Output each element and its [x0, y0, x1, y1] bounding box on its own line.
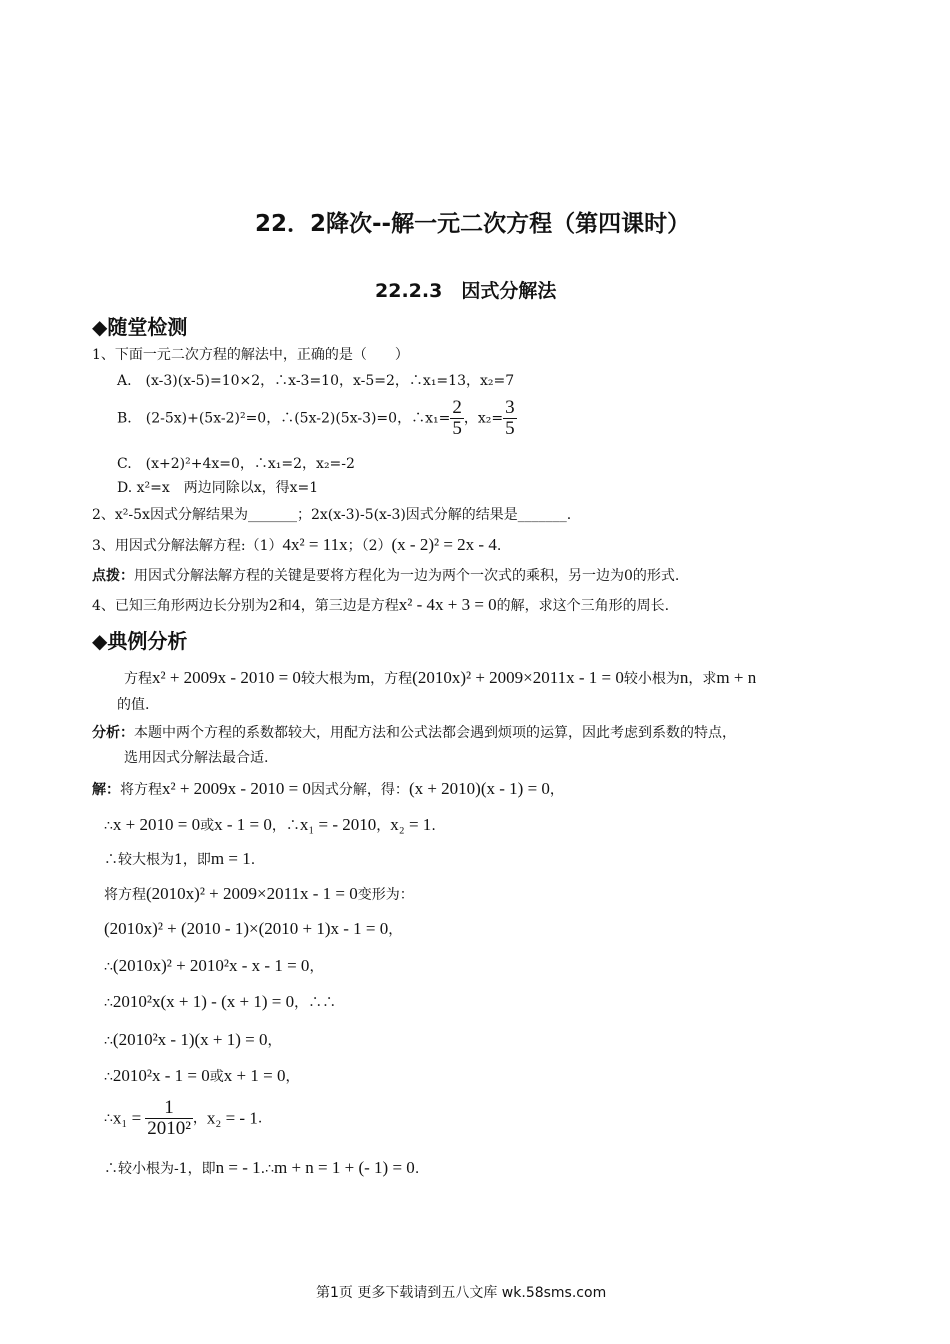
solution-text: ， [549, 782, 564, 798]
page-footer: 第1页 更多下载请到五八文库 wk.58sms.com [316, 1285, 607, 1301]
solution-text: ， [192, 1110, 207, 1127]
example-problem-end: 的值. [117, 697, 150, 713]
question-3-text: 3、用因式分解法解方程:（1） [92, 538, 283, 554]
option-b-mid: ，x₂= [463, 410, 504, 427]
example-equation-1: x² + 2009x - 2010 = 0 [152, 668, 301, 687]
question-4-equation: x² - 4x + 3 = 0 [398, 595, 497, 614]
solution-label: 解： [92, 782, 120, 798]
analysis [92, 723, 736, 743]
question-3-equation-1: 4x² = 11x [282, 535, 348, 554]
solution-step-4 [104, 883, 414, 905]
solution-root-1: x₁ = - 2010 [299, 815, 377, 834]
solution-root-2: x₂ = 1 [390, 815, 432, 834]
solution-step-6 [104, 955, 323, 977]
solution-text: ，∴ [271, 818, 300, 834]
solution-equation: n = - 1 [215, 1158, 261, 1177]
example-text: ，方程 [370, 671, 413, 687]
solution-text: 或 [209, 1069, 224, 1085]
solution-equation: m + n = 1 + (- 1) = 0 [274, 1158, 415, 1177]
solution-equation: x² + 2009x - 2010 = 0 [162, 779, 311, 798]
solution-step-5 [104, 918, 402, 940]
example-text: 较大根为 [300, 671, 357, 687]
solution-step-10 [104, 1098, 262, 1139]
solution-step-1 [92, 778, 564, 800]
solution-text: . [414, 1161, 420, 1177]
solution-text: ∴较大根为1，即 [104, 852, 211, 868]
solution-text: . [431, 818, 436, 834]
question-1: 1、下面一元二次方程的解法中，正确的是（ ） [92, 347, 409, 363]
solution-equation: (2010x)² + (2010 - 1)×(2010 + 1)x - 1 = 0 [104, 919, 389, 938]
solution-equation: (2010x)² + 2009×2011x - 1 = 0 [146, 884, 358, 903]
analysis-text: 本题中两个方程的系数都较大，用配方法和公式法都会遇到烦项的运算，因此考虑到系数的特点， [134, 725, 736, 741]
solution-step-11 [104, 1157, 419, 1179]
question-3 [92, 534, 501, 556]
solution-text: ∴ [104, 1069, 113, 1085]
option-b [117, 398, 517, 439]
solution-text: ， [267, 1033, 282, 1049]
option-b-fraction-2 [503, 398, 517, 439]
question-3-end: . [496, 538, 502, 554]
solution-equation: (x + 2010)(x - 1) = 0 [408, 779, 550, 798]
section-heading-examples: ◆典例分析 [92, 629, 188, 653]
solution-text: .∴ [260, 1161, 274, 1177]
solution-equation: (2010x)² + 2010²x - x - 1 = 0 [112, 956, 310, 975]
question-4-text: 4、已知三角形两边长分别为2和4，第三边是方程 [92, 598, 399, 614]
solution-step-7 [104, 991, 336, 1013]
page-title: 22．2降次--解一元二次方程（第四课时） [255, 211, 691, 237]
page-subtitle: 22.2.3 因式分解法 [375, 280, 557, 302]
example-equation-2: (2010x)² + 2009×2011x - 1 = 0 [412, 668, 624, 687]
solution-text: 因式分解，得： [310, 782, 409, 798]
solution-equation: x - 1 = 0 [214, 815, 272, 834]
solution-text: 变形为： [357, 887, 414, 903]
solution-text: ， [388, 922, 403, 938]
section-heading-practice: ◆随堂检测 [92, 315, 188, 339]
solution-text: 将方程 [104, 887, 146, 903]
example-problem [124, 667, 756, 689]
solution-equation: x + 2010 = 0 [112, 815, 201, 834]
question-4 [92, 594, 669, 616]
solution-text: ∴较小根为-1，即 [104, 1161, 216, 1177]
example-text: 较小根为 [623, 671, 680, 687]
solution-root-2: x₂ = - 1 [206, 1108, 258, 1128]
solution-fraction [145, 1098, 193, 1139]
question-2: 2、x²-5x因式分解结果为_______；2x(x-3)-5(x-3)因式分解的结果是_______. [92, 507, 572, 523]
solution-text: ∴ [104, 995, 113, 1011]
solution-equation: (2010²x - 1)(x + 1) = 0 [112, 1030, 268, 1049]
example-sum: m + n [716, 668, 757, 687]
solution-text: ∴ [104, 1033, 113, 1049]
example-var-n: n [679, 668, 689, 687]
solution-text: ∴ [104, 959, 113, 975]
fraction-denominator: 5 [452, 418, 462, 439]
solution-text: ，∴∴ [294, 995, 337, 1011]
option-b-text: B. (2-5x)+(5x-2)²=0，∴(5x-2)(5x-3)=0，∴x₁= [117, 410, 451, 427]
solution-text: 将方程 [120, 782, 162, 798]
solution-equation: m = 1 [210, 849, 251, 868]
analysis-line-2: 选用因式分解法最合适. [124, 750, 269, 766]
analysis-label: 分析： [92, 725, 134, 741]
solution-text: ， [309, 959, 324, 975]
hint-text: 用因式分解法解方程的关键是要将方程化为一边为两个一次式的乘积，另一边为0的形式. [134, 568, 680, 584]
example-var-m: m [356, 668, 371, 687]
option-c: C. (x+2)²+4x=0，∴x₁=2，x₂=-2 [117, 456, 355, 472]
hint [92, 566, 679, 586]
solution-text: . [257, 1110, 263, 1127]
solution-step-8 [104, 1029, 282, 1051]
fraction-numerator: 2 [452, 397, 462, 418]
question-3-equation-2: (x - 2)² = 2x - 4 [391, 535, 497, 554]
fraction-numerator: 3 [505, 397, 515, 418]
option-d: D. x²=x 两边同除以x，得x=1 [117, 480, 319, 496]
fraction-numerator: 1 [145, 1098, 193, 1119]
fraction-denominator: 5 [505, 418, 515, 439]
fraction-denominator: 2010² [147, 1118, 191, 1139]
solution-step-3 [104, 848, 255, 870]
solution-text: ， [285, 1069, 300, 1085]
solution-step-9 [104, 1065, 299, 1087]
solution-text: ， [376, 818, 391, 834]
question-4-suffix: 的解，求这个三角形的周长. [496, 598, 670, 614]
solution-text: ∴ [104, 818, 113, 834]
solution-equation: 2010²x(x + 1) - (x + 1) = 0 [112, 992, 295, 1011]
solution-text: 或 [200, 818, 215, 834]
option-a: A. (x-3)(x-5)=10×2，∴x-3=10，x-5=2，∴x₁=13，x₂=7 [117, 373, 515, 389]
solution-equation: 2010²x - 1 = 0 [112, 1066, 210, 1085]
solution-equation: x + 1 = 0 [223, 1066, 286, 1085]
hint-label: 点拨： [92, 568, 134, 584]
example-text: 方程 [124, 671, 152, 687]
example-text: ，求 [688, 671, 717, 687]
solution-text: . [250, 852, 256, 868]
option-b-fraction-1 [450, 398, 464, 439]
solution-root-1: x₁ = [112, 1108, 142, 1128]
question-3-separator: ；（2） [347, 538, 392, 554]
solution-step-2 [104, 814, 436, 836]
solution-text: ∴ [104, 1110, 113, 1127]
